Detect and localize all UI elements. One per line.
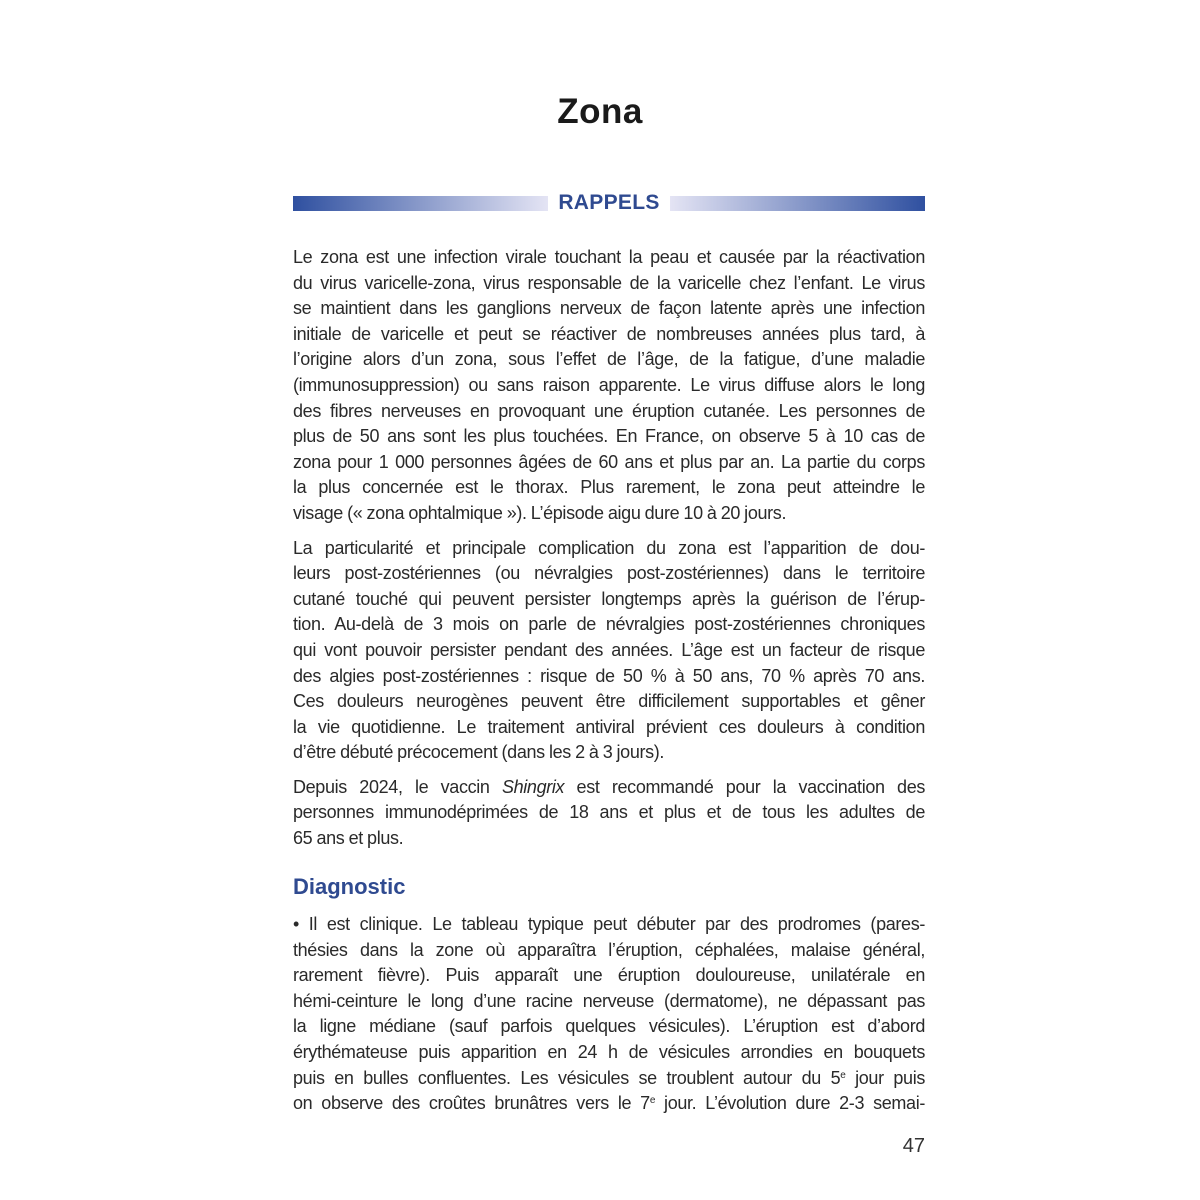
text-line: la plus concernée est le thorax. Plus rarement, le zona peut atteindre le (293, 477, 925, 498)
text-line: tion. Au-delà de 3 mois on parle de névralgies post-zostériennes chroniques (293, 614, 925, 635)
page-title: Zona (557, 92, 643, 131)
text-segment: Depuis 2024, le vaccin (293, 776, 502, 797)
text-line: (immunosuppression) ou sans raison apparente. Le virus diffuse alors le long (293, 374, 925, 395)
text-line: la vie quotidienne. Le traitement antiviral prévient ces douleurs à condition (293, 716, 925, 737)
text-line: zona pour 1 000 personnes âgées de 60 ans et plus par an. La partie du corps (293, 451, 925, 472)
banner-bar-right (670, 196, 925, 211)
text-segment: jour. L’évolution dure 2-3 semai- (655, 1093, 925, 1114)
paragraph (293, 536, 925, 766)
text-line: cutané touché qui peuvent persister longtemps après la guérison de l’érup- (293, 588, 925, 609)
diagnostic-body (293, 912, 925, 1117)
banner-bar-left (293, 196, 548, 211)
italic-text: Shingrix (501, 776, 565, 797)
text-line: La particularité et principale complication du zona est l’apparition de dou- (293, 537, 925, 558)
text-line: des algies post-zostériennes : risque de 50 % à 50 ans, 70 % après 70 ans. (293, 665, 925, 686)
section-label: RAPPELS (558, 191, 660, 214)
text-line: thésies dans la zone où apparaîtra l’éruption, céphalées, malaise général, (293, 939, 925, 960)
text-line: leurs post-zostériennes (ou névralgies post-zostériennes) dans le territoire (293, 563, 925, 584)
text-line: Le zona est une infection virale touchant la peau et causée par la réactivation (293, 247, 925, 267)
superscript: e (840, 1069, 846, 1081)
text-line: d’être débuté précocement (dans les 2 à 3 jours). (293, 742, 665, 763)
diagnostic-heading: Diagnostic (293, 874, 406, 899)
text-line: 65 ans et plus. (293, 828, 404, 849)
text-line: érythémateuse puis apparition en 24 h de vésicules arrondies en bouquets (293, 1041, 925, 1062)
text-line: visage (« zona ophtalmique »). L’épisode aigu dure 10 à 20 jours. (293, 502, 787, 523)
text-line: se maintient dans les ganglions nerveux de façon latente après une infection (293, 298, 925, 319)
text-segment: jour puis (845, 1067, 925, 1088)
text-line: qui vont pouvoir persister pendant des années. L’âge est un facteur de risque (293, 639, 925, 660)
text-line: hémi-ceinture le long d’une racine nerveuse (dermatome), ne dépassant pas (293, 990, 925, 1011)
superscript: e (649, 1095, 656, 1107)
text-segment: puis en bulles confluentes. Les vésicules se troublent autour du 5 (293, 1067, 841, 1088)
paragraph (293, 775, 925, 852)
text-segment: on observe des croûtes brunâtres vers le 7 (293, 1093, 650, 1114)
rappels-body (293, 245, 925, 861)
text-line: personnes immunodéprimées de 18 ans et plus et de tous les adultes de (293, 802, 925, 823)
text-line (293, 775, 925, 801)
paragraph (293, 245, 925, 527)
text-line: initiale de varicelle et peut se réactiver de nombreuses années plus tard, à (293, 323, 925, 344)
text-line: rarement fièvre). Puis apparaît une éruption douloureuse, unilatérale en (293, 965, 925, 986)
text-line: la ligne médiane (sauf parfois quelques vésicules). L’éruption est d’abord (293, 1016, 925, 1037)
section-banner (293, 191, 925, 215)
text-line: des fibres nerveuses en provoquant une éruption cutanée. Les personnes de (293, 400, 925, 421)
text-line: • Il est clinique. Le tableau typique peut débuter par des prodromes (pares- (293, 914, 925, 934)
page-number: 47 (902, 1135, 925, 1157)
text-line: du virus varicelle-zona, virus responsable de la varicelle chez l’enfant. Le virus (293, 272, 925, 293)
text-line: Ces douleurs neurogènes peuvent être difficilement supportables et gêner (293, 691, 925, 712)
text-line: l’origine alors d’un zona, sous l’effet de l’âge, de la fatigue, d’une maladie (293, 349, 925, 370)
text-line (293, 1091, 925, 1117)
text-line: plus de 50 ans sont les plus touchées. En France, on observe 5 à 10 cas de (293, 426, 925, 447)
text-segment: est recommandé pour la vaccination des (564, 776, 926, 797)
text-line (293, 1066, 925, 1092)
